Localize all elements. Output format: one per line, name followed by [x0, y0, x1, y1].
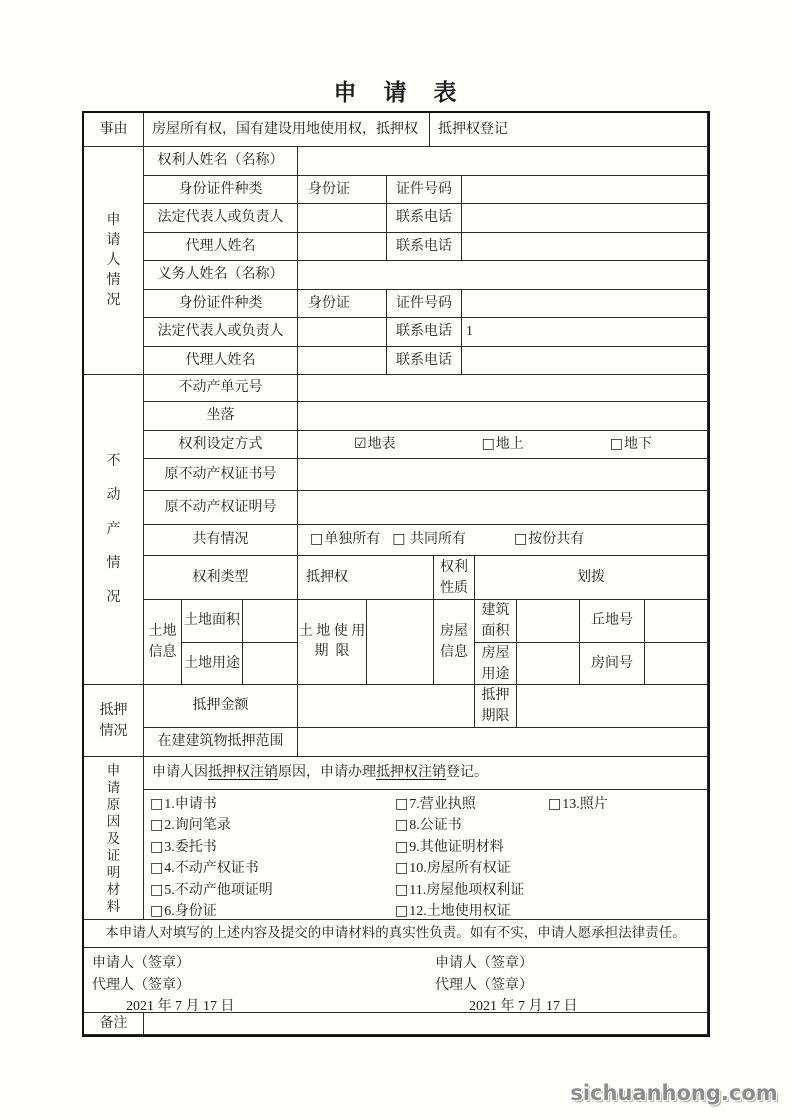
page-title: 申 请 表: [333, 80, 459, 105]
building-area-input[interactable]: [517, 600, 580, 643]
checkbox-label: 6.身份证: [164, 903, 217, 919]
right-setting-label: 权利设定方式: [144, 431, 298, 459]
id-type-value-2: 身份证: [298, 290, 387, 318]
phone-label-1: 联系电话: [387, 204, 462, 233]
legal-rep-label-2: 法定代表人或负责人: [144, 318, 298, 347]
right-holder-input[interactable]: [298, 147, 708, 176]
reason-statement: 申请人因 抵押权注销 原因，申请办理 抵押权注销 登记。: [144, 757, 708, 790]
checkbox-icon[interactable]: □: [395, 817, 409, 834]
checkbox-option[interactable]: [392, 531, 466, 549]
declaration-statement: 本申请人对填写的上述内容及提交的申请材料的真实性负责。如有不实，申请人愿承担法律责任。: [84, 920, 708, 948]
materials-checklist: [144, 790, 708, 920]
hill-number-label: 丘地号: [580, 600, 645, 643]
phone-label-2: 联系电话: [387, 233, 462, 261]
id-number-input-2[interactable]: [462, 290, 708, 318]
house-use-label: 房屋用途: [475, 643, 517, 685]
checkbox-label: 9.其他证明材料: [409, 839, 504, 855]
house-use-input[interactable]: [517, 643, 580, 685]
obligor-input[interactable]: [298, 261, 708, 290]
checkbox-label: 单独所有: [324, 532, 381, 548]
phone-input-2[interactable]: [462, 233, 708, 261]
land-area-input[interactable]: [243, 600, 298, 643]
materials-column-1: [150, 794, 273, 922]
checkbox-icon[interactable]: □: [150, 817, 164, 834]
checkbox-label: 10.房屋所有权证: [409, 861, 511, 877]
phone-input-3[interactable]: 1: [462, 318, 708, 347]
checkbox-option[interactable]: [150, 837, 273, 858]
right-nature-label: 权利性质: [434, 556, 475, 600]
agent-signature-label[interactable]: 代理人（签章）: [92, 977, 190, 993]
signature-date: 2021 年 7 月 17 日: [469, 999, 578, 1014]
unit-number-label: 不动产单元号: [144, 375, 298, 402]
location-label: 坐落: [144, 402, 298, 431]
land-info-label: 土地信息: [144, 600, 182, 685]
checkbox-label: 2.询问笔录: [164, 818, 231, 834]
location-input[interactable]: [298, 402, 708, 431]
checkbox-label: 12.土地使用权证: [409, 903, 511, 919]
checkbox-icon[interactable]: □: [395, 902, 409, 919]
hill-number-input[interactable]: [645, 600, 708, 643]
mortgage-amount-label: 抵押金额: [144, 685, 298, 728]
signature-left-column: [92, 953, 235, 1018]
land-use-label: 土地用途: [182, 643, 243, 685]
checkbox-icon[interactable]: □: [481, 435, 495, 452]
phone-label-4: 联系电话: [387, 347, 462, 375]
checkbox-option[interactable]: [395, 858, 524, 879]
unit-number-input[interactable]: [298, 375, 708, 402]
property-section-label: 不动产情况: [84, 375, 144, 685]
orig-proof-label: 原不动产权证明号: [144, 491, 298, 525]
checkbox-label: 共同所有: [406, 532, 466, 548]
right-type-label: 权利类型: [144, 556, 298, 600]
orig-cert-input[interactable]: [298, 459, 708, 491]
legal-rep-label-1: 法定代表人或负责人: [144, 204, 298, 233]
checkbox-icon[interactable]: □: [150, 881, 164, 898]
house-info-label: 房屋信息: [434, 600, 475, 685]
checkbox-option[interactable]: [395, 794, 524, 815]
phone-label-3: 联系电话: [387, 318, 462, 347]
checkbox-icon[interactable]: □: [513, 531, 528, 548]
agent-name-input-2[interactable]: [298, 347, 387, 375]
checkbox-option[interactable]: [482, 436, 524, 454]
reason-registration-type-value: 抵押权登记: [430, 113, 708, 147]
phone-input-1[interactable]: [462, 204, 708, 233]
checkbox-option[interactable]: [610, 436, 652, 454]
right-holder-label: 权利人姓名（名称）: [144, 147, 298, 176]
legal-rep-input-2[interactable]: [298, 318, 387, 347]
checkbox-option[interactable]: [310, 531, 380, 549]
legal-rep-input-1[interactable]: [298, 204, 387, 233]
id-type-label-1: 身份证件种类: [144, 176, 298, 204]
land-use-input[interactable]: [243, 643, 298, 685]
checkbox-checked-icon[interactable]: ☑: [354, 435, 367, 452]
land-term-label: 土 地 使 用 期 限: [298, 600, 367, 685]
checkbox-option[interactable]: [395, 815, 524, 836]
checkbox-label: 8.公证书: [409, 818, 462, 834]
signature-right-column: [435, 953, 578, 1018]
checkbox-icon[interactable]: □: [150, 860, 164, 877]
checkbox-option[interactable]: [548, 794, 608, 815]
checkbox-label: 7.营业执照: [409, 796, 476, 812]
applicant-section-label: 申请人情况: [84, 147, 144, 375]
remark-input[interactable]: [144, 1013, 708, 1035]
right-nature-value: 划拨: [475, 556, 708, 600]
checkbox-label: 3.委托书: [164, 839, 217, 855]
checkbox-label: 地表: [367, 436, 396, 452]
construction-scope-input[interactable]: [298, 728, 708, 757]
checkbox-label: 13.照片: [562, 796, 608, 812]
land-term-input[interactable]: [367, 600, 434, 685]
checkbox-option[interactable]: [150, 815, 273, 836]
checkbox-icon[interactable]: □: [395, 838, 409, 855]
id-type-label-2: 身份证件种类: [144, 290, 298, 318]
id-number-label-1: 证件号码: [387, 176, 462, 204]
co-ownership-options: [298, 525, 708, 556]
right-type-value: 抵押权: [298, 556, 434, 600]
checkbox-label: 地上: [495, 436, 524, 452]
land-area-label: 土地面积: [182, 600, 243, 643]
signature-block: [84, 948, 708, 1013]
checkbox-option[interactable]: [395, 837, 524, 858]
reason-label: 事由: [84, 113, 144, 147]
checkbox-label: 按份共有: [528, 532, 585, 548]
agent-name-label-2: 代理人姓名: [144, 347, 298, 375]
checkbox-label: 11.房屋他项权利证: [409, 882, 525, 898]
phone-input-4[interactable]: [462, 347, 708, 375]
checkbox-option[interactable]: [150, 794, 273, 815]
room-number-input[interactable]: [645, 643, 708, 685]
materials-column-3: [548, 794, 608, 815]
agent-name-label-1: 代理人姓名: [144, 233, 298, 261]
site-watermark: sichuanhong.com: [570, 1081, 778, 1105]
checkbox-icon[interactable]: □: [392, 531, 406, 548]
checkbox-option[interactable]: [354, 436, 396, 454]
mortgage-term-input[interactable]: [517, 685, 708, 728]
checkbox-option[interactable]: [150, 858, 273, 879]
checkbox-label: 1.申请书: [164, 796, 217, 812]
applicant-signature-label[interactable]: 申请人（签章）: [435, 956, 533, 971]
obligor-label: 义务人姓名（名称）: [144, 261, 298, 290]
checkbox-option[interactable]: [150, 880, 273, 901]
agent-name-input-1[interactable]: [298, 233, 387, 261]
signature-date: 2021 年 7 月 17 日: [126, 999, 235, 1014]
checkbox-icon[interactable]: □: [548, 795, 562, 812]
mortgage-amount-input[interactable]: [298, 685, 475, 728]
remark-label: 备注: [84, 1013, 144, 1035]
checkbox-icon[interactable]: □: [609, 435, 624, 452]
right-setting-options: [298, 431, 708, 459]
mortgage-term-label: 抵押期限: [475, 685, 517, 728]
checkbox-icon[interactable]: □: [395, 881, 409, 898]
materials-column-2: [395, 794, 524, 922]
checkbox-label: 4.不动产权证书: [164, 861, 259, 877]
checkbox-icon[interactable]: □: [310, 531, 324, 548]
mortgage-section-label: 抵押情况: [84, 685, 144, 757]
checkbox-label: 地下: [624, 436, 653, 452]
id-number-label-2: 证件号码: [387, 290, 462, 318]
reason-cause-value: 房屋所有权，国有建设用地使用权，抵押权: [144, 113, 430, 147]
checkbox-icon[interactable]: □: [395, 860, 409, 877]
reason-section-label: 申请原因及证明材料: [84, 757, 144, 920]
id-type-value-1: 身份证: [298, 176, 387, 204]
checkbox-label: 5.不动产他项证明: [164, 882, 273, 898]
id-number-input-1[interactable]: [462, 176, 708, 204]
construction-scope-label: 在建建筑物抵押范围: [144, 728, 298, 757]
form-table: [84, 113, 708, 1035]
checkbox-option[interactable]: [395, 880, 524, 901]
orig-proof-input[interactable]: [298, 491, 708, 525]
building-area-label: 建筑面积: [475, 600, 517, 643]
checkbox-icon[interactable]: □: [395, 795, 409, 812]
checkbox-icon[interactable]: □: [150, 838, 164, 855]
checkbox-icon[interactable]: □: [150, 902, 164, 919]
checkbox-option[interactable]: [514, 531, 584, 549]
room-number-label: 房间号: [580, 643, 645, 685]
checkbox-icon[interactable]: □: [150, 795, 164, 812]
applicant-signature-label[interactable]: 申请人（签章）: [92, 956, 190, 971]
orig-cert-label: 原不动产权证书号: [144, 459, 298, 491]
agent-signature-label[interactable]: 代理人（签章）: [435, 977, 533, 993]
co-ownership-label: 共有情况: [144, 525, 298, 556]
